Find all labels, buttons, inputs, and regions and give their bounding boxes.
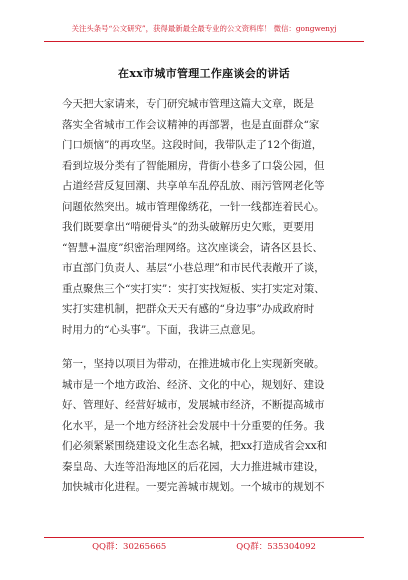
- text-line: 秦皇岛、大连等沿海地区的后花园，大力推进城市建设，: [62, 460, 325, 473]
- text-line: “智慧+温度”织密治理网络。这次座谈会，请各区县长、: [62, 241, 324, 254]
- text-line: 实打实建机制，把群众天天有感的“身边事”办成政府时: [62, 303, 315, 315]
- footer-divider: [44, 537, 364, 538]
- text-line: 们必须紧紧围绕建设文化生态名城，把xx打造成省会xx和: [62, 440, 328, 452]
- qq-group-left: QQ群：30265665: [92, 542, 167, 552]
- text-line: 我们既要拿出“啃硬骨头”的劲头破解历史欠账，更要用: [62, 221, 315, 233]
- footer: [0, 541, 408, 553]
- text-line: 加快城市化进程。一要完善城市规划。一个城市的规划不: [62, 481, 325, 493]
- text-line: 化水平，是一个地方经济社会发展中十分重要的任务。我: [62, 419, 325, 432]
- document-body: [62, 94, 352, 498]
- text-line: 好、管理好、经营好城市，发展城市经济，不断提高城市: [62, 399, 325, 411]
- text-line: 问题依然突出。城市管理像绣花，一针一线都连着民心。: [62, 200, 325, 213]
- paragraph-1: [62, 94, 352, 340]
- header-divider: [44, 41, 364, 42]
- text-line: 重点聚焦三个“实打实”：实打实找短板、实打实定对策、: [62, 282, 325, 295]
- text-line: 今天把大家请来，专门研究城市管理这篇大文章，既是: [62, 98, 314, 110]
- text-line: 落实全省城市工作会议精神的再部署，也是直面群众“家: [62, 118, 320, 131]
- document-title: 在xx市城市管理工作座谈会的讲话: [118, 67, 290, 80]
- text-line: 时用力的“心头事”。下面，我讲三点意见。: [62, 323, 262, 336]
- text-line: 城市是一个地方政治、经济、文化的中心，规划好、建设: [62, 378, 325, 391]
- text-line: 第一，坚持以项目为带动，在推进城市化上实现新突破。: [62, 358, 325, 370]
- text-line: 市直部门负责人、基层“小巷总理”和市民代表敞开了谈，: [62, 262, 325, 274]
- text-line: 占道经营反复回潮、共享单车乱停乱放、雨污管网老化等: [62, 180, 325, 192]
- qq-group-right: QQ群：535304092: [236, 542, 316, 552]
- text-line: 看到垃圾分类有了智能厢房，背街小巷多了口袋公园，但: [62, 159, 325, 172]
- paragraph-2: [62, 354, 352, 498]
- header-banner: 关注头条号“公文研究”，获得最新最全最专业的公文资料库！ 微信：gongwenyj: [71, 24, 337, 33]
- text-line: 门口烦恼”的再攻坚。这段时间，我带队走了12个街道，: [62, 139, 323, 151]
